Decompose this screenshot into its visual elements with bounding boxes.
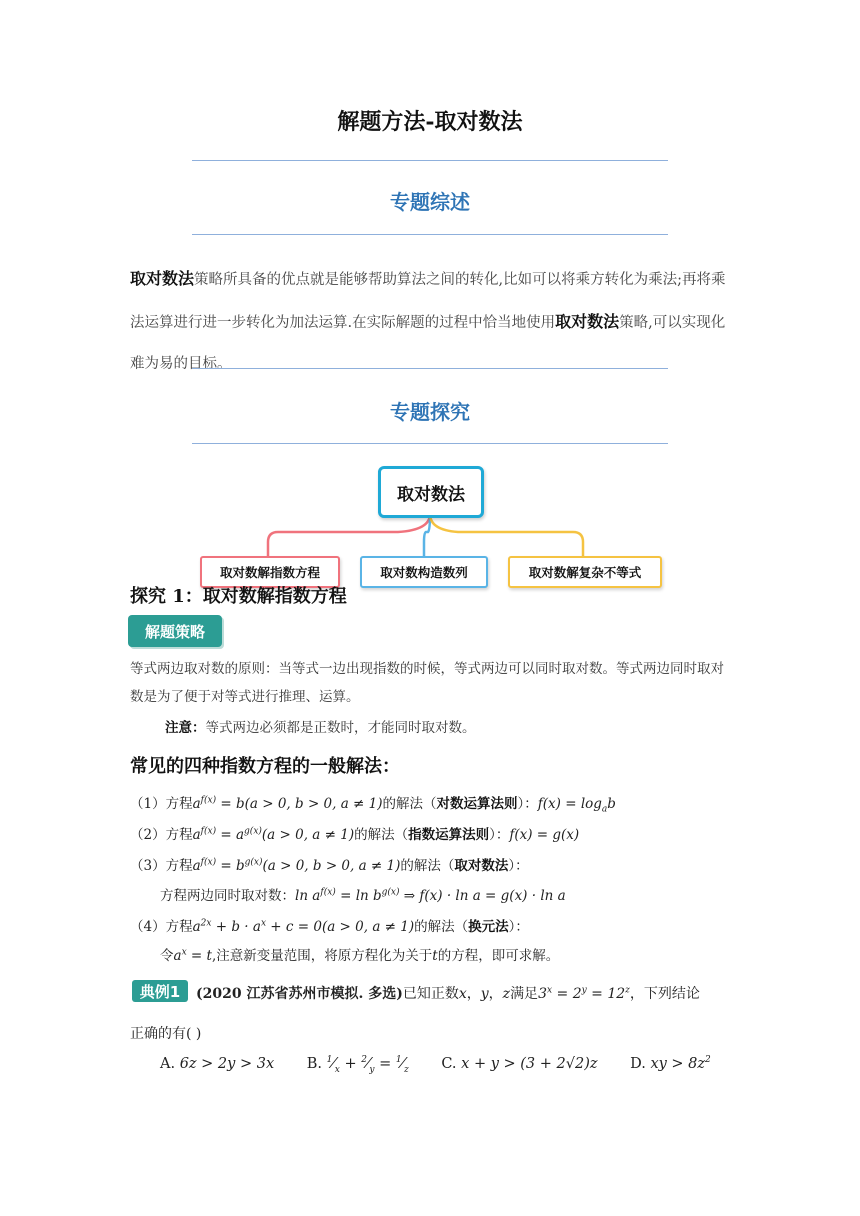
intro-text-1: 策略所具备的优点就是能够帮助算法之间的转化,比如可以将乘方转化为乘法;再将乘法运算进行进一步转化为加法运算.在实际解题的过程中恰当地使用 — [130, 272, 726, 331]
example-source: (2020 江苏省苏州市模拟. 多选) — [196, 986, 403, 1002]
method-1-label: （1）方程 — [130, 796, 193, 812]
method-3-tail: ）： — [508, 858, 529, 874]
method-2-tail: ）： — [489, 827, 510, 843]
option-a[interactable]: A. 6z > 2y > 3x — [160, 1055, 275, 1072]
method-4-detail: 令$a^x = t$,注意新变量范围，将原方程化为关于t的方程，即可求解。 — [160, 947, 560, 964]
option-c-label: C. — [441, 1055, 457, 1072]
method-2-label: （2）方程 — [130, 827, 193, 843]
mindmap-node-inequality: 取对数解复杂不等式 — [508, 556, 662, 588]
mindmap-node-sequence: 取对数构造数列 — [360, 556, 488, 588]
method-3-detail-prefix: 方程两边同时取对数： — [160, 888, 295, 904]
method-3: （3）方程$a^{f(x)} = b^{g(x)}(a > 0$, b > 0, a ≠ 1)的解法（取对数法）： — [130, 857, 529, 874]
method-4-detail-end: 的方程，即可求解。 — [437, 948, 560, 964]
mindmap — [198, 458, 660, 590]
example-text-2: 满足 — [510, 986, 539, 1002]
method-4-detail-mid: ,注意新变量范围，将原方程化为关于 — [211, 948, 433, 964]
divider — [192, 443, 668, 444]
section-heading-explore: 专题探究 — [390, 400, 470, 424]
option-b-label: B. — [306, 1055, 322, 1072]
intro-keyword-2: 取对数法 — [555, 312, 620, 331]
option-d-label: D. — [630, 1055, 646, 1072]
method-4-tail: ）： — [508, 919, 529, 935]
mindmap-root: 取对数法 — [378, 466, 484, 518]
example-question-cont: 正确的有( ) — [130, 1026, 202, 1042]
intro-keyword: 取对数法 — [130, 269, 195, 288]
divider — [192, 234, 668, 235]
example-text-1: 已知正数 — [402, 986, 459, 1002]
methods-heading: 常见的四种指数方程的一般解法： — [130, 756, 400, 777]
explore-heading: 探究 1：取对数解指数方程 — [130, 586, 347, 607]
example-text-3: ，下列结论 — [629, 986, 700, 1002]
method-4-label: （4）方程 — [130, 919, 193, 935]
option-c[interactable]: C. x + y > (3 + 2√2)z — [441, 1055, 598, 1072]
section-heading-overview: 专题综述 — [390, 190, 470, 214]
method-1-tail: ）： — [517, 796, 538, 812]
strategy-badge: 解题策略 — [128, 615, 222, 647]
answer-options — [160, 1055, 739, 1075]
intro-paragraph — [130, 258, 734, 385]
method-1: （1）方程$a^{f(x)} = b(a > 0$, b > 0, a ≠ 1)的解法（对数运算法则）：$f(x) = \log_ab$ — [130, 795, 616, 815]
method-3-label: （3）方程 — [130, 858, 193, 874]
page-title: 解题方法-取对数法 — [337, 109, 523, 135]
intro-text-2: 策略,可以实现化难为易的目标。 — [130, 315, 726, 372]
method-2-cond: 的解法（ — [354, 827, 409, 843]
method-3-detail: 方程两边同时取对数：$\ln a^{f(x)} = \ln b^{g(x)}$ ⇒ f(x) · ln a = g(x) · ln a — [160, 887, 566, 904]
example-question: (2020 江苏省苏州市模拟. 多选)已知正数x，y，z满足$3^x = 2^y = 12^z$，下列结论 — [196, 985, 700, 1002]
method-2-rule: 指数运算法则 — [408, 827, 490, 843]
method-3-cond: 的解法（ — [400, 858, 455, 874]
method-4-cond: 的解法（ — [414, 919, 469, 935]
method-4: （4）方程$a^{2x} + b \cdot a^x + c = 0(a > 0$, a ≠ 1)的解法（换元法）： — [130, 918, 529, 935]
option-a-label: A. — [160, 1055, 176, 1072]
option-b[interactable]: B. $^1⁄_x$ + $^2⁄_y$ = $^1⁄_z$ — [306, 1055, 409, 1075]
divider — [192, 160, 668, 161]
example-badge: 典例1 — [132, 980, 188, 1002]
method-4-rule: 换元法 — [468, 919, 509, 935]
divider — [192, 368, 668, 369]
method-4-detail-prefix: 令 — [160, 948, 174, 964]
note-label: 注意： — [165, 720, 206, 736]
method-1-cond: 的解法（ — [382, 796, 437, 812]
note-text: 等式两边必须都是正数时，才能同时取对数。 — [205, 720, 476, 736]
note-line — [165, 716, 476, 736]
method-1-rule: 对数运算法则 — [436, 796, 518, 812]
strategy-paragraph: 等式两边取对数的原则：当等式一边出现指数的时候，等式两边可以同时取对数。等式两边同时取对数是为了便于对等式进行推理、运算。 — [130, 661, 724, 705]
method-3-rule: 取对数法 — [454, 858, 509, 874]
option-d[interactable]: D. xy > $8z^2$ — [630, 1055, 711, 1072]
mindmap-node-exponential-equation: 取对数解指数方程 — [200, 556, 340, 588]
method-2: （2）方程$a^{f(x)} = a^{g(x)}(a > 0$, a ≠ 1)的解法（指数运算法则）：f(x) = g(x) — [130, 826, 580, 843]
